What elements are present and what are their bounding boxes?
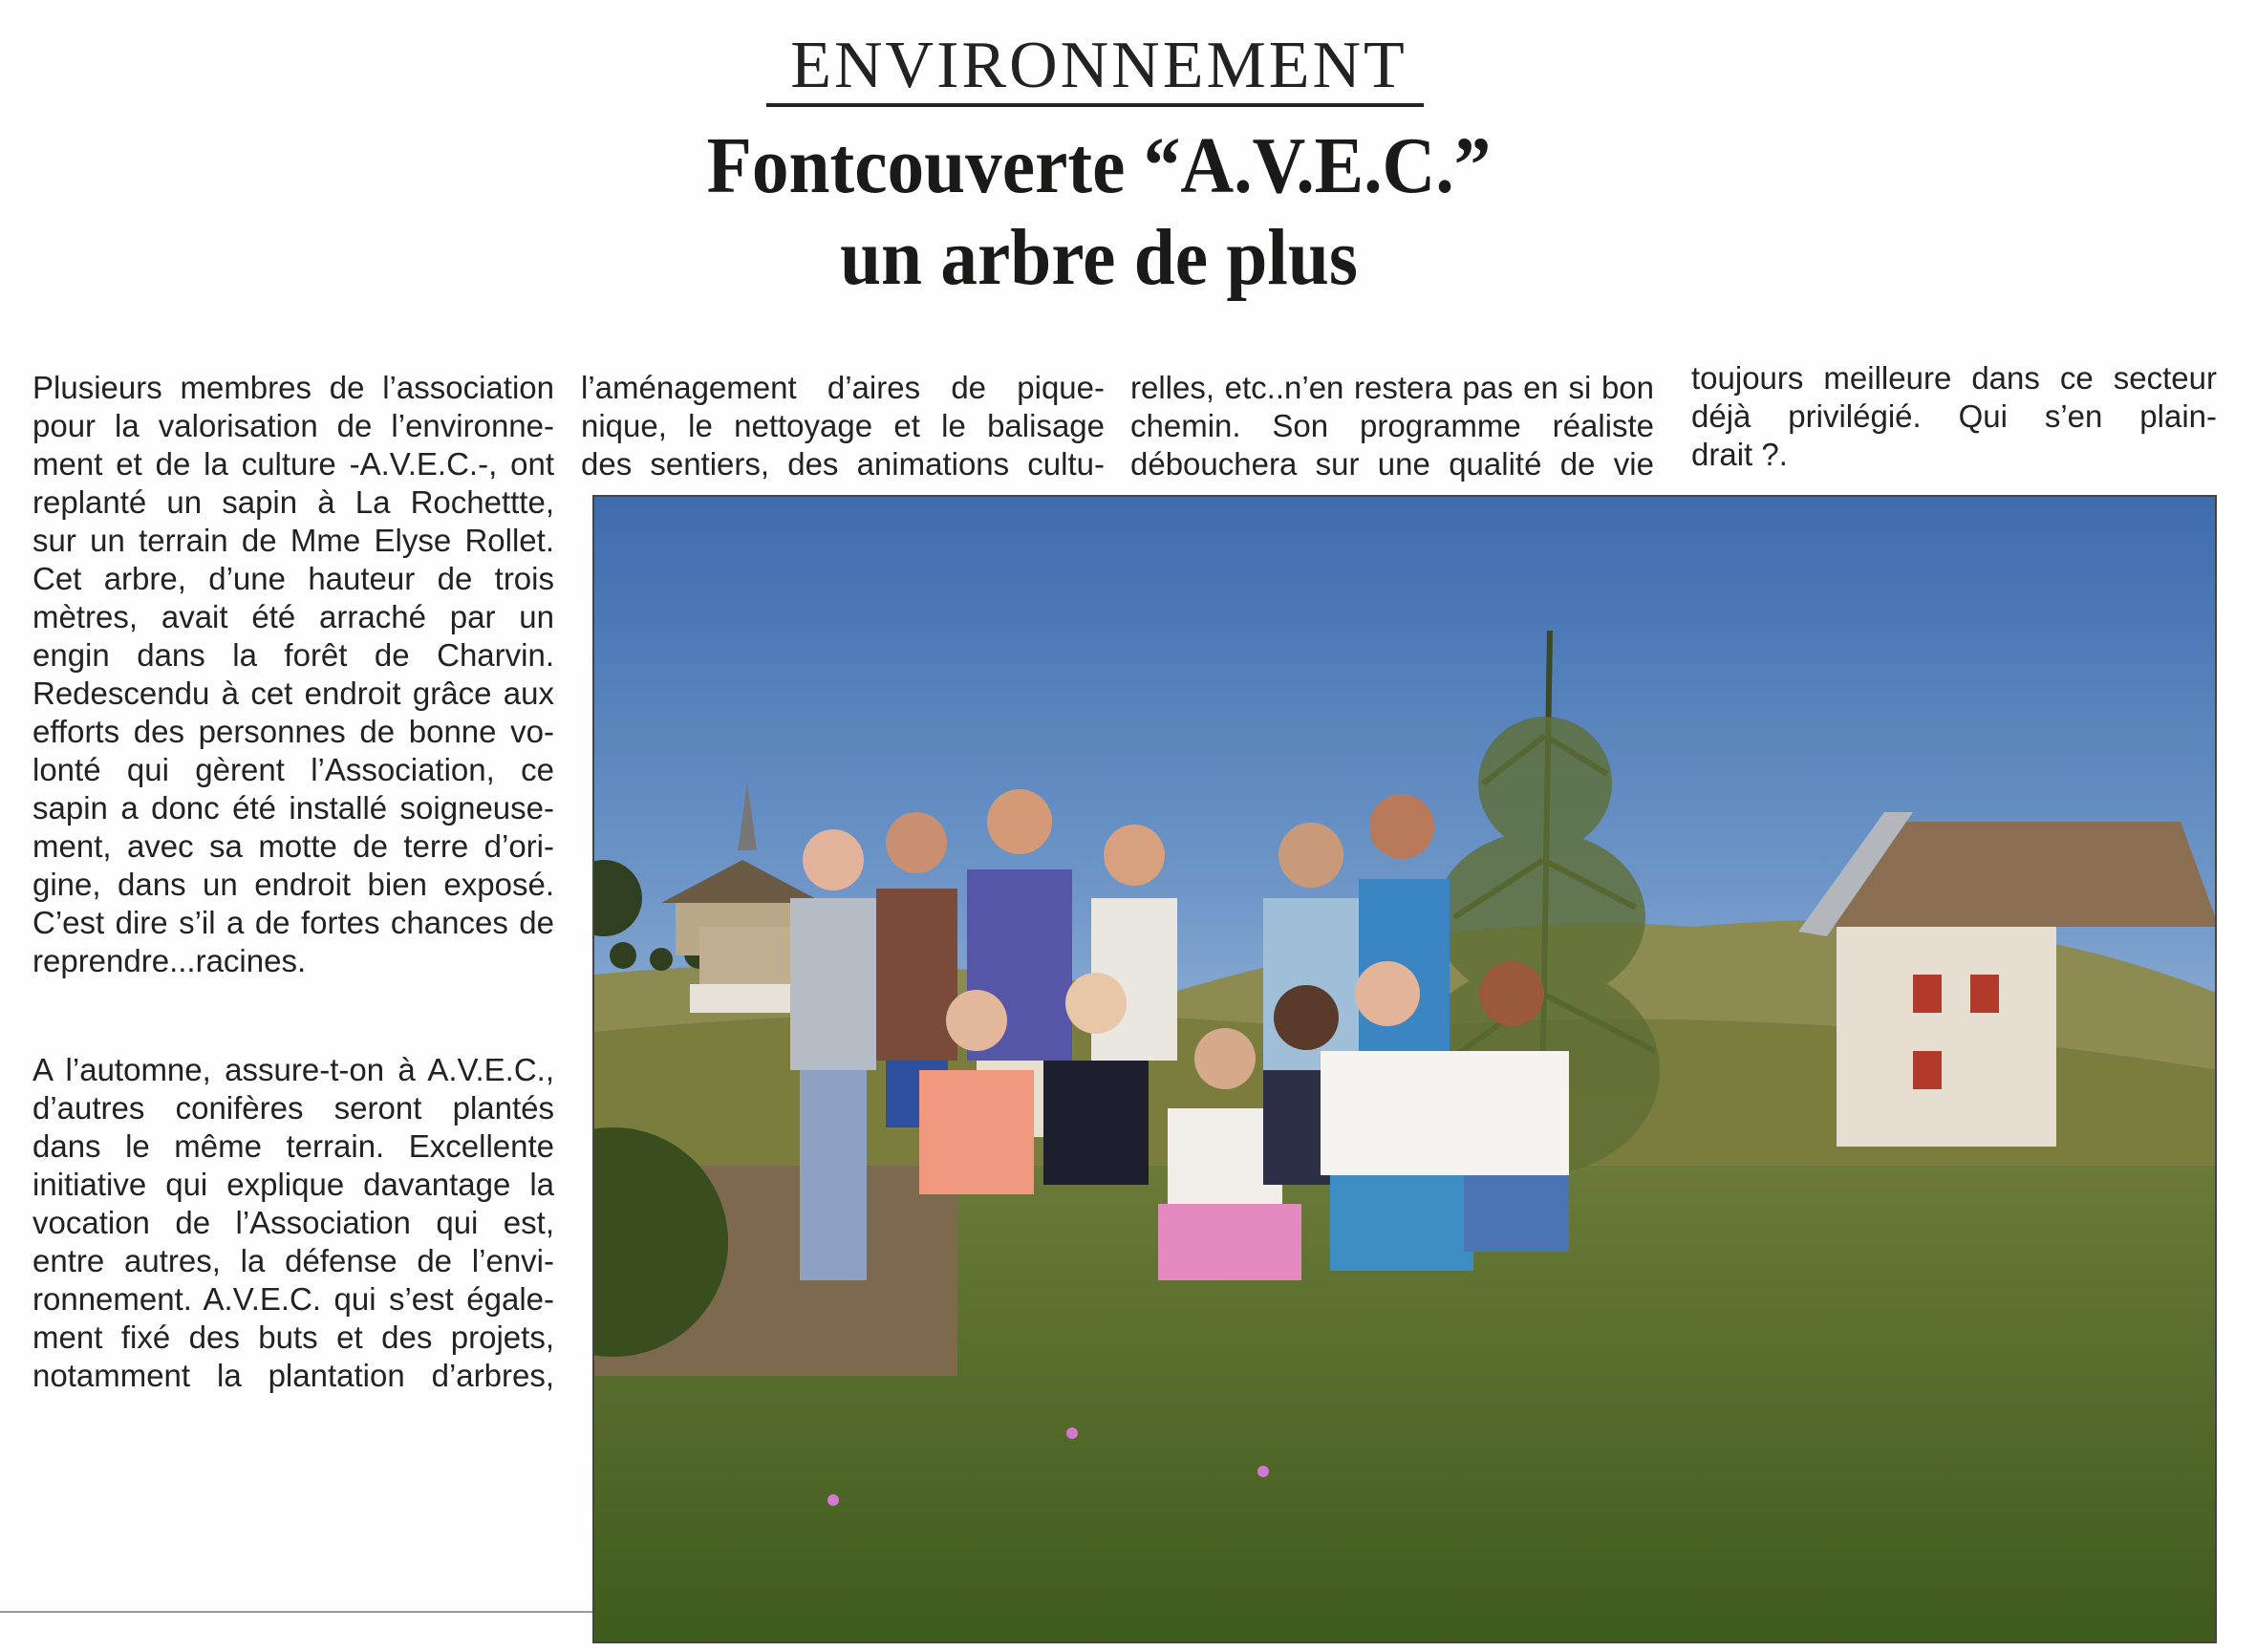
text-line: sur un terrain de Mme Elyse Rollet. [32,523,554,558]
text-line: gine, dans un endroit bien exposé. [32,867,554,902]
text-line: vocation de l’Association qui est, [32,1205,554,1240]
text-line: Cet arbre, d’une hauteur de trois [32,561,554,596]
text-line: toujours meilleure dans ce secteur [1691,360,2217,396]
headline-line-2: un arbre de plus [840,213,1358,302]
flower [1257,1466,1269,1477]
group-photo-illustration [594,497,2217,1643]
article-column-1 [32,369,554,980]
headline-line-1: Fontcouverte “A.V.E.C.” [706,121,1492,210]
text-line: dans le même terrain. Excellente [32,1128,554,1164]
article-column-4 [1691,359,2217,474]
clipping-edge-line [0,1611,592,1613]
text-line: ronnement. A.V.E.C. qui s’est égale- [32,1281,554,1317]
text-line: notamment la plantation d’arbres, [32,1358,554,1393]
text-line: l’aménagement d’aires de pique- [581,370,1105,405]
text-line: des sentiers, des animations cultu- [581,446,1105,482]
article-column-3 [1130,369,1654,483]
text-line: ment, avec sa motte de terre d’ori- [32,828,554,864]
text-line: lonté qui gèrent l’Association, ce [32,752,554,787]
text-line: efforts des personnes de bonne vo- [32,714,554,749]
section-underline [766,103,1424,107]
group-photo [592,495,2217,1643]
text-line: C’est dire s’il a de fortes chances de [32,905,554,940]
section-label: ENVIRONNEMENT [790,29,1407,102]
text-line: entre autres, la défense de l’envi- [32,1243,554,1278]
text-line: déjà privilégié. Qui s’en plain- [1691,398,2217,434]
text-line: initiative qui explique davantage la [32,1167,554,1202]
flower [827,1494,839,1506]
text-line: drait ?. [1691,437,1788,472]
headline [492,120,1706,304]
text-line: débouchera sur une qualité de vie [1130,446,1654,482]
text-line: sapin a donc été installé soigneuse- [32,790,554,826]
text-line: chemin. Son programme réaliste [1130,408,1654,443]
article-column-2 [581,369,1105,483]
text-line: Redescendu à cet endroit grâce aux [32,676,554,711]
text-line: reprendre...racines. [32,943,307,978]
text-line: nique, le nettoyage et le balisage [581,408,1105,443]
text-line: A l’automne, assure-t-on à A.V.E.C., [32,1052,554,1087]
text-line: relles, etc..n’en restera pas en si bon [1130,370,1654,405]
text-line: ment fixé des buts et des projets, [32,1319,554,1355]
text-line: Plusieurs membres de l’association [32,370,554,405]
text-line: engin dans la forêt de Charvin. [32,637,554,673]
article-column-1-paragraph-2 [32,1051,554,1395]
text-line: pour la valorisation de l’environne- [32,408,554,443]
text-line: replanté un sapin à La Rochettte, [32,484,554,520]
text-line: ment et de la culture -A.V.E.C.-, ont [32,446,554,482]
flower [1066,1427,1078,1439]
text-line: d’autres conifères seront plantés [32,1090,554,1126]
text-line: mètres, avait été arraché par un [32,599,554,634]
